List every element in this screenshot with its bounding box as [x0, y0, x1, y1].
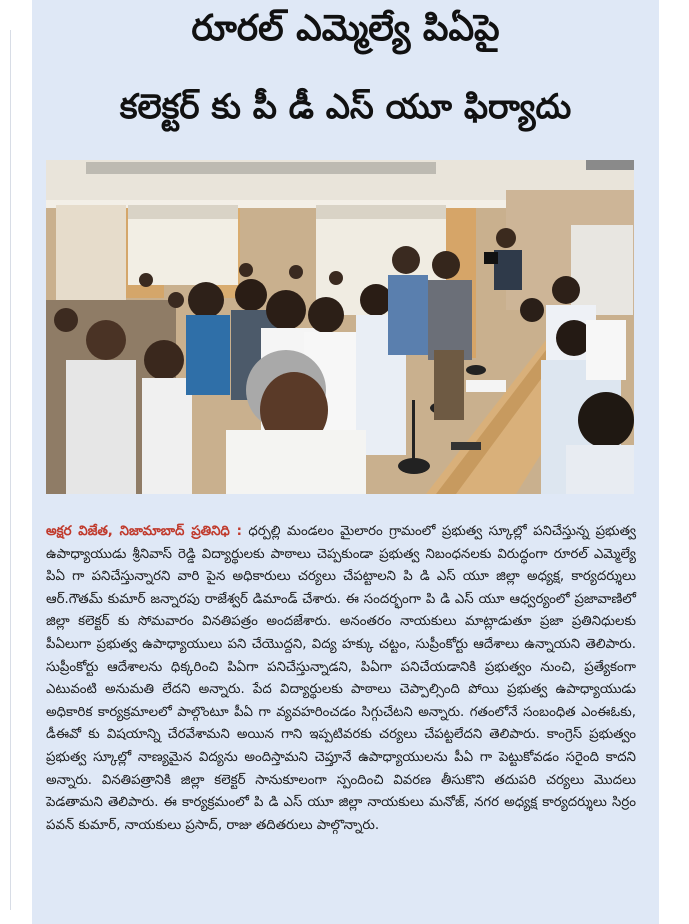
headline-line-2: కలెక్టర్ కు పీ డీ ఎస్ యూ ఫిర్యాదు	[119, 87, 572, 127]
margin-rule	[10, 30, 11, 910]
headline-line-1: రూరల్ ఎమ్మెల్యే పిఏపై	[191, 8, 500, 49]
article-dateline: అక్షర విజేత, నిజామాబాద్ ప్రతినిధి :	[46, 524, 242, 539]
news-photo	[46, 160, 634, 494]
page-margin-left	[0, 0, 32, 924]
news-article	[32, 0, 659, 924]
article-body	[46, 521, 636, 837]
page-margin-right	[659, 0, 689, 924]
article-body-text: ధర్పల్లి మండలం మైలారం గ్రామంలో ప్రభుత్వ స్కూల్లో పనిచేస్తున్న ప్రభుత్వ ఉపాధ్యాయుడు శ్రీనివాస్ రెడ్డి విద్యార్థులకు పాఠాలు చెప్పకుండా ప్రభుత్వ నిబంధనలకు విరుద్ధంగా రూరల్ ఎమ్మెల్యే పిఏ గా పనిచేస్తున్నారని వారి పైన అధికారులు చర్యలు చేపట్టాలని పి డి ఎస్ యూ జిల్లా అధ్యక్ష, కార్యదర్శులు ఆర్.గౌతమ్ కుమార్ జన్నారపు రాజేశ్వర్ డిమాండ్ చేశారు. ఈ సందర్భంగా పి డి ఎస్ యూ ఆధ్వర్యంలో ప్రజావాణిలో జిల్లా కలెక్టర్ కు సోమవారం వినతిపత్రం అందజేశారు. అనంతరం నాయకులు మాట్లాడుతూ ప్రజా ప్రతినిధులకు పీఏలుగా ప్రభుత్వ ఉపాధ్యాయులు పని చేయొద్దని, విద్య హక్కు చట్టం, సుప్రీంకోర్టు ఆదేశాలు ఉన్నాయని తెలిపారు. సుప్రీంకోర్టు ఆదేశాలను ధిక్కరించి పిఏగా పనిచేస్తున్నాడని, పిఏగా పనిచేయడానికి ప్రభుత్వం నుంచి, ప్రత్యేకంగా ఎటువంటి అనుమతి లేదని అన్నారు. పేద విద్యార్థులకు పాఠాలు చెప్పాల్సింది పోయి ప్రభుత్వ ఉపాధ్యాయుడు అధికారిక కార్యక్రమాలలో పాల్గొంటూ పీఏ గా వ్యవహరించడం సిగ్గుచేటని అన్నారు. గతంలోనే సంబంధిత ఎంఈఓకు, డీఈవో కు విషయాన్ని చేరవేశామని అయిన గాని ఇప్పటివరకు చర్యలు చేపట్టలేదని తెలిపారు. కాంగ్రెస్ ప్రభుత్వం ప్రభుత్వ స్కూల్లో నాణ్యమైన విద్యను అందిస్తామని చెప్తూనే ఉపాధ్యాయులను పీఏ గా పెట్టుకోవడం సరైంది కాదని అన్నారు. వినతిపత్రానికి జిల్లా కలెక్టర్ సానుకూలంగా స్పందించి వివరణ తీసుకొని తదుపరి చర్యలు మొదలు పెడతామని తెలిపారు. ఈ కార్యక్రమంలో పి డి ఎస్ యూ జిల్లా నాయకులు మనోజ్, నగర అధ్యక్ష కార్యదర్శులు సిర్రం పవన్ కుమార్, నాయకులు ప్రసాద్, రాజు తదితరులు పాల్గొన్నారు.	[46, 524, 636, 833]
